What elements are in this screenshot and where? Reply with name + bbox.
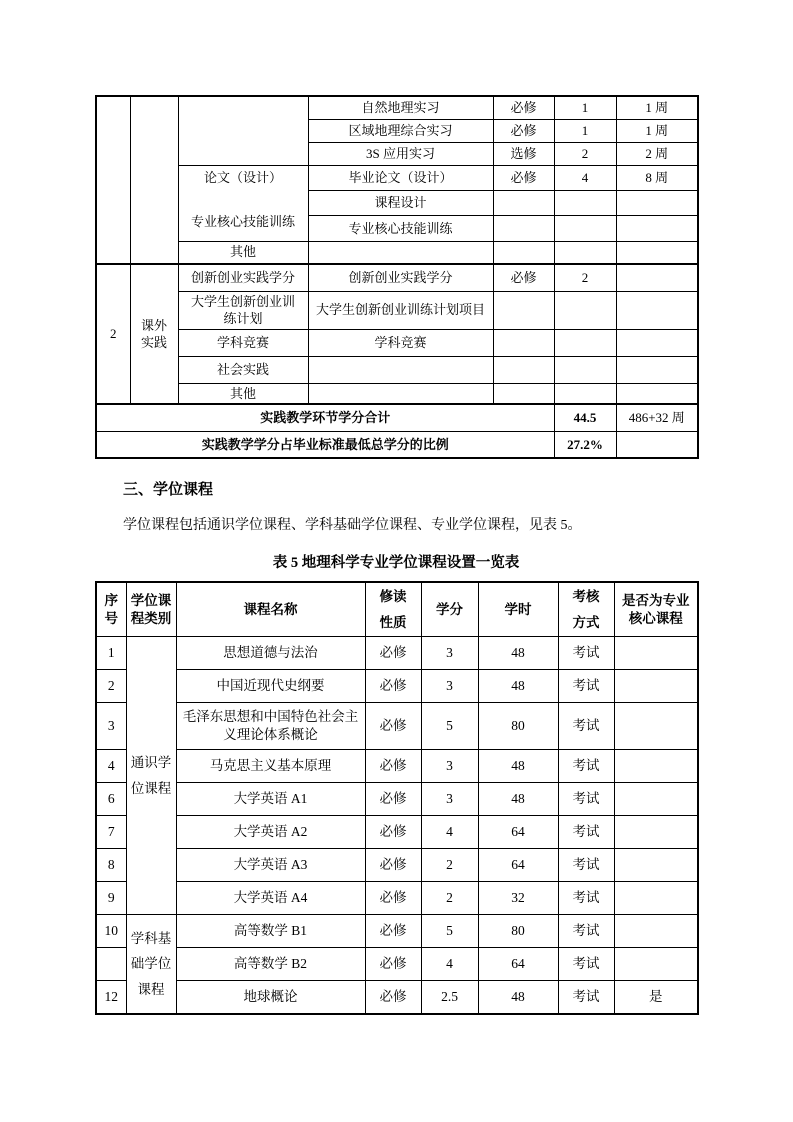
hours-cell: 48	[478, 750, 558, 783]
course-cell: 大学英语 A3	[176, 849, 365, 882]
no-cell	[96, 948, 126, 981]
hours-cell	[616, 383, 698, 404]
hours-cell	[616, 329, 698, 356]
no-cell: 12	[96, 981, 126, 1014]
credit-cell: 4	[554, 165, 616, 190]
intro-paragraph: 学位课程包括通识学位课程、学科基础学位课程、专业学位课程，见表 5。	[123, 518, 582, 534]
item-cell	[308, 356, 493, 383]
nature-cell: 必修	[365, 750, 421, 783]
exam-cell: 考试	[558, 750, 614, 783]
course-cell: 思想道德与法治	[176, 637, 365, 670]
hours-cell	[616, 264, 698, 291]
header-no: 序号	[96, 582, 126, 637]
item-cell: 课程设计	[308, 190, 493, 215]
header-hours: 学时	[478, 582, 558, 637]
course-cell: 地球概论	[176, 981, 365, 1014]
hours-cell: 64	[478, 816, 558, 849]
nature-cell	[493, 356, 554, 383]
item-cell: 创新创业实践学分	[308, 264, 493, 291]
credit-cell: 2	[554, 264, 616, 291]
credit-cell	[554, 356, 616, 383]
exam-cell: 考试	[558, 948, 614, 981]
no-cell: 7	[96, 816, 126, 849]
course-cell: 高等数学 B1	[176, 915, 365, 948]
subcategory-label: 大学生创新创业训练计划	[190, 293, 295, 327]
nature-cell: 必修	[365, 783, 421, 816]
degree-course-table	[95, 581, 699, 1015]
core-cell	[614, 637, 698, 670]
header-credit: 学分	[421, 582, 478, 637]
subcategory-cell-empty	[178, 96, 308, 165]
core-cell	[614, 703, 698, 750]
credit-cell	[554, 190, 616, 215]
nature-cell: 必修	[365, 882, 421, 915]
nature-cell	[493, 383, 554, 404]
no-cell: 4	[96, 750, 126, 783]
nature-cell: 必修	[493, 165, 554, 190]
exam-cell: 考试	[558, 849, 614, 882]
credit-cell: 3	[421, 637, 478, 670]
header-exam: 考核方式	[558, 582, 614, 637]
header-nature: 修读性质	[365, 582, 421, 637]
category-cell	[130, 264, 178, 404]
subcategory-cell: 社会实践	[178, 356, 308, 383]
category-general-label: 通识学位课程	[130, 755, 172, 796]
credit-cell: 2	[554, 142, 616, 165]
course-cell: 中国近现代史纲要	[176, 670, 365, 703]
credit-cell: 2	[421, 882, 478, 915]
credit-cell	[554, 241, 616, 264]
nature-cell: 必修	[365, 637, 421, 670]
nature-cell	[493, 216, 554, 241]
nature-cell	[493, 241, 554, 264]
hours-cell: 80	[478, 915, 558, 948]
credit-cell: 4	[421, 816, 478, 849]
hours-cell	[616, 241, 698, 264]
subcategory-cell: 其他	[178, 383, 308, 404]
course-cell: 毛泽东思想和中国特色社会主义理论体系概论	[176, 703, 365, 750]
item-cell: 专业核心技能训练	[308, 216, 493, 241]
no-cell: 9	[96, 882, 126, 915]
nature-cell: 必修	[365, 816, 421, 849]
subcategory-cell: 学科竞赛	[178, 329, 308, 356]
exam-cell: 考试	[558, 981, 614, 1014]
credit-cell: 3	[421, 670, 478, 703]
hours-cell: 1 周	[616, 96, 698, 119]
nature-cell: 必修	[365, 849, 421, 882]
practice-total-hours: 486+32 周	[616, 404, 698, 431]
credit-cell	[554, 329, 616, 356]
course-cell: 大学英语 A2	[176, 816, 365, 849]
practice-ratio-hours	[616, 431, 698, 458]
core-cell: 是	[614, 981, 698, 1014]
core-cell	[614, 948, 698, 981]
hours-cell	[616, 216, 698, 241]
exam-cell: 考试	[558, 915, 614, 948]
seq-cell-empty	[96, 96, 130, 264]
hours-cell: 48	[478, 981, 558, 1014]
hours-cell: 64	[478, 948, 558, 981]
header-category: 学位课程类别	[126, 582, 176, 637]
subcategory-cell: 创新创业实践学分	[178, 264, 308, 291]
nature-cell: 必修	[493, 96, 554, 119]
nature-cell	[493, 329, 554, 356]
credit-cell	[554, 383, 616, 404]
credit-cell: 5	[421, 703, 478, 750]
course-cell: 大学英语 A1	[176, 783, 365, 816]
credit-cell: 2.5	[421, 981, 478, 1014]
header-course: 课程名称	[176, 582, 365, 637]
subcategory-thesis-label: 论文（设计）	[203, 169, 282, 185]
subcategory-other-cell: 其他	[178, 241, 308, 264]
category-foundation-cell	[126, 915, 176, 1014]
subcategory-merged-cell	[178, 165, 308, 241]
hours-cell: 32	[478, 882, 558, 915]
category-cell-empty	[130, 96, 178, 264]
exam-cell: 考试	[558, 637, 614, 670]
practice-teaching-table	[95, 95, 699, 459]
no-cell: 8	[96, 849, 126, 882]
subcategory-cell	[178, 291, 308, 329]
hours-cell: 80	[478, 703, 558, 750]
core-cell	[614, 783, 698, 816]
hours-cell: 8 周	[616, 165, 698, 190]
item-cell: 学科竞赛	[308, 329, 493, 356]
header-core: 是否为专业核心课程	[614, 582, 698, 637]
core-cell	[614, 849, 698, 882]
practice-total-credit: 44.5	[554, 404, 616, 431]
credit-cell: 1	[554, 119, 616, 142]
credit-cell: 5	[421, 915, 478, 948]
hours-cell	[616, 356, 698, 383]
category-label: 课外实践	[140, 317, 167, 351]
hours-cell	[616, 190, 698, 215]
credit-cell: 4	[421, 948, 478, 981]
nature-cell: 必修	[365, 981, 421, 1014]
practice-total-label: 实践教学环节学分合计	[96, 404, 554, 431]
exam-cell: 考试	[558, 816, 614, 849]
category-foundation-label: 学科基础学位课程	[130, 930, 172, 997]
course-cell: 马克思主义基本原理	[176, 750, 365, 783]
item-cell: 毕业论文（设计）	[308, 165, 493, 190]
core-cell	[614, 750, 698, 783]
nature-cell	[493, 291, 554, 329]
item-cell	[308, 241, 493, 264]
section-heading: 三、学位课程	[123, 482, 214, 499]
no-cell: 6	[96, 783, 126, 816]
course-cell: 高等数学 B2	[176, 948, 365, 981]
no-cell: 1	[96, 637, 126, 670]
no-cell: 2	[96, 670, 126, 703]
item-cell: 3S 应用实习	[308, 142, 493, 165]
no-cell: 3	[96, 703, 126, 750]
credit-cell: 3	[421, 750, 478, 783]
core-cell	[614, 670, 698, 703]
exam-cell: 考试	[558, 703, 614, 750]
seq-cell: 2	[96, 264, 130, 404]
hours-cell: 48	[478, 670, 558, 703]
hours-cell: 48	[478, 637, 558, 670]
nature-cell: 必修	[493, 264, 554, 291]
practice-ratio-value: 27.2%	[554, 431, 616, 458]
hours-cell: 2 周	[616, 142, 698, 165]
credit-cell: 1	[554, 96, 616, 119]
page-content	[95, 95, 697, 1015]
no-cell: 10	[96, 915, 126, 948]
credit-cell: 3	[421, 783, 478, 816]
item-cell: 区域地理综合实习	[308, 119, 493, 142]
course-cell: 大学英语 A4	[176, 882, 365, 915]
nature-cell	[493, 190, 554, 215]
nature-cell: 必修	[365, 670, 421, 703]
nature-cell: 必修	[365, 703, 421, 750]
hours-cell: 64	[478, 849, 558, 882]
exam-cell: 考试	[558, 882, 614, 915]
subcategory-skill-label: 专业核心技能训练	[190, 213, 295, 229]
nature-cell: 必修	[365, 948, 421, 981]
credit-cell	[554, 216, 616, 241]
nature-cell: 必修	[365, 915, 421, 948]
item-cell: 大学生创新创业训练计划项目	[308, 291, 493, 329]
nature-cell: 选修	[493, 142, 554, 165]
core-cell	[614, 816, 698, 849]
hours-cell: 48	[478, 783, 558, 816]
core-cell	[614, 882, 698, 915]
core-cell	[614, 915, 698, 948]
item-cell: 自然地理实习	[308, 96, 493, 119]
credit-cell	[554, 291, 616, 329]
hours-cell: 1 周	[616, 119, 698, 142]
table5-caption: 表 5 地理科学专业学位课程设置一览表	[272, 555, 520, 572]
nature-cell: 必修	[493, 119, 554, 142]
item-cell	[308, 383, 493, 404]
credit-cell: 2	[421, 849, 478, 882]
hours-cell	[616, 291, 698, 329]
exam-cell: 考试	[558, 783, 614, 816]
practice-ratio-label: 实践教学学分占毕业标准最低总学分的比例	[96, 431, 554, 458]
exam-cell: 考试	[558, 670, 614, 703]
category-general-cell	[126, 637, 176, 915]
